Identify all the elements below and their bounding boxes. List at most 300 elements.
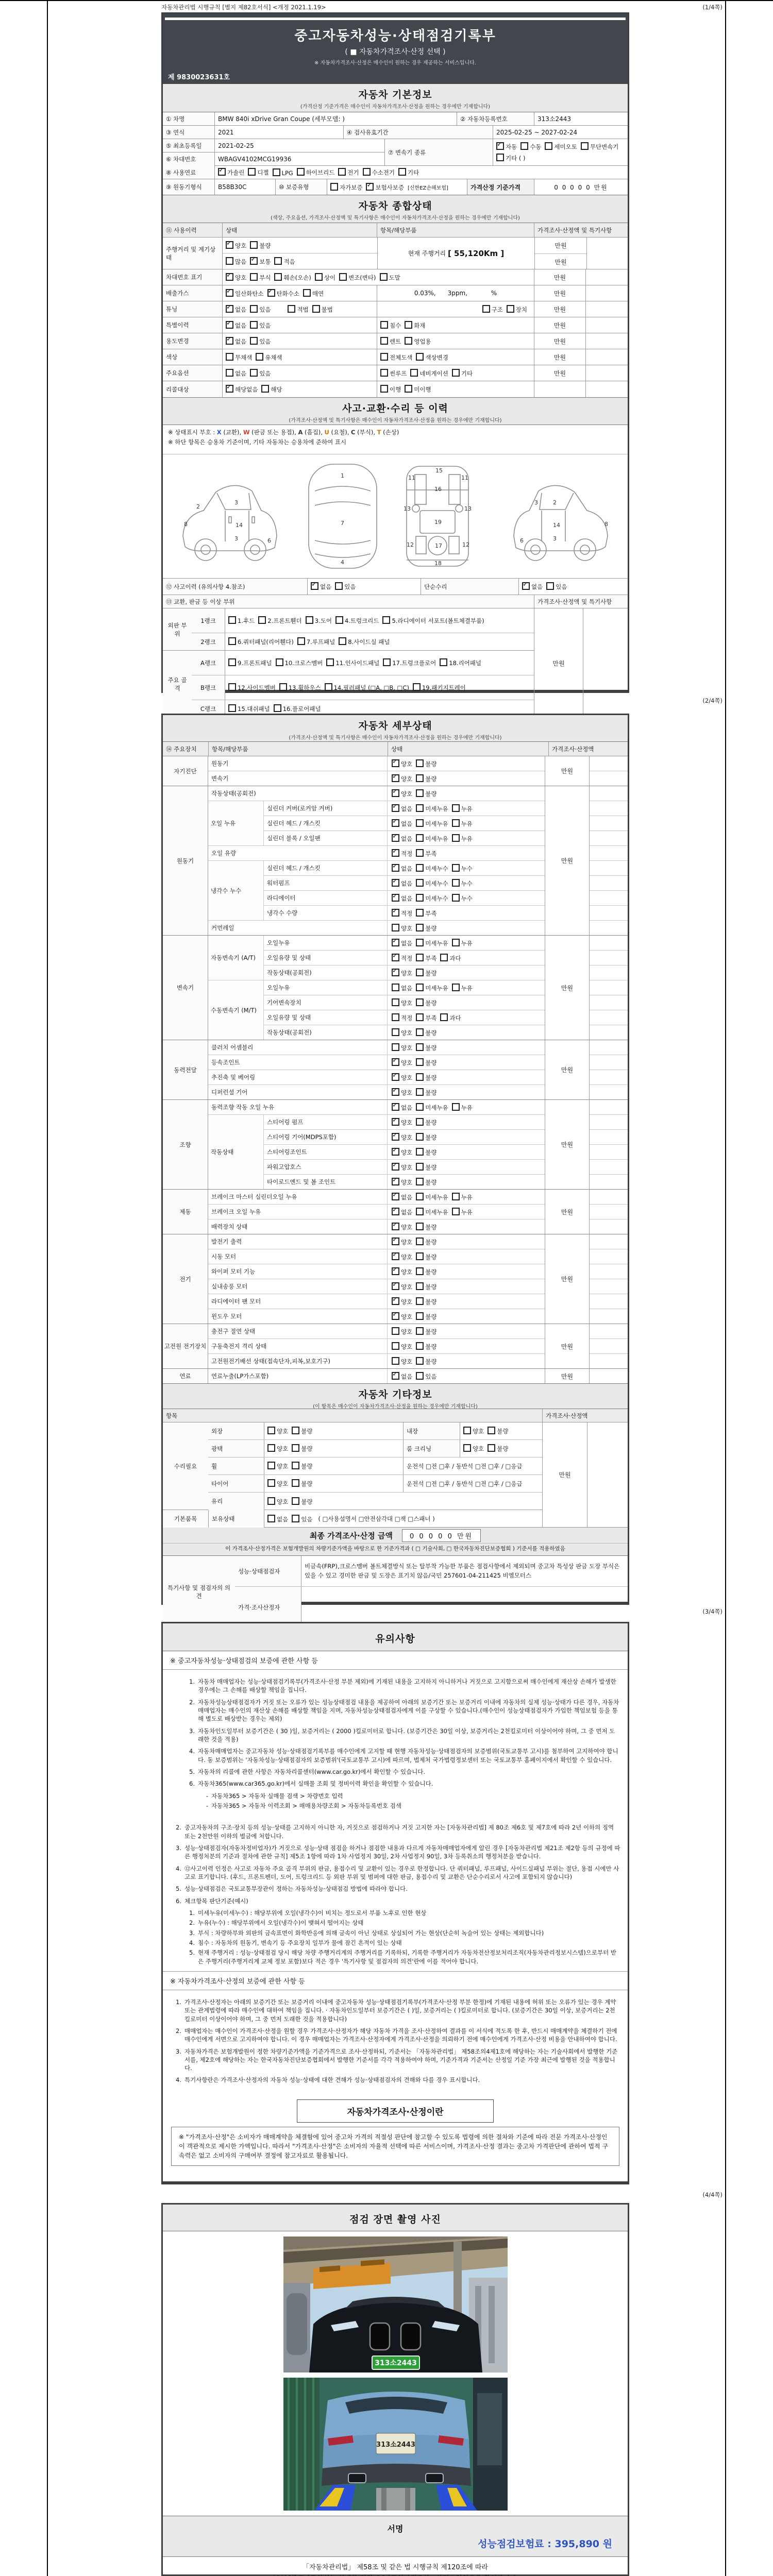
- checkbox[interactable]: [392, 1013, 399, 1021]
- checkbox[interactable]: [392, 998, 399, 1006]
- checkbox[interactable]: [416, 774, 424, 782]
- checkbox-checked[interactable]: [392, 1058, 399, 1066]
- checkbox[interactable]: [416, 1013, 424, 1021]
- checkbox-checked[interactable]: [392, 1148, 399, 1156]
- checkbox[interactable]: [380, 385, 388, 393]
- checkbox[interactable]: [416, 1312, 424, 1320]
- checkbox[interactable]: [338, 168, 346, 176]
- option-label: 일산화탄소: [235, 290, 264, 297]
- option-label: 없음: [401, 820, 413, 827]
- checkbox[interactable]: [452, 1193, 460, 1200]
- checkbox-checked[interactable]: [392, 969, 399, 976]
- basic-items-label: 기본품목: [163, 1510, 208, 1528]
- svg-text:3: 3: [553, 535, 557, 542]
- checkbox[interactable]: [405, 385, 412, 393]
- checkbox-checked[interactable]: [392, 1208, 399, 1215]
- item-state: [388, 831, 545, 845]
- item-state: [388, 1190, 545, 1204]
- checkbox[interactable]: [416, 1058, 424, 1066]
- checkbox-option: [416, 1252, 436, 1261]
- checkbox-checked[interactable]: [392, 789, 399, 797]
- checkbox[interactable]: [380, 369, 388, 377]
- checkbox[interactable]: [452, 819, 460, 827]
- checkbox[interactable]: [416, 1282, 424, 1290]
- checkbox[interactable]: [256, 353, 263, 361]
- checkbox[interactable]: [315, 273, 323, 281]
- option-label: 불량: [301, 1428, 313, 1435]
- option-label: 불량: [425, 924, 437, 932]
- checkbox-checked[interactable]: [226, 321, 233, 329]
- checkbox-checked[interactable]: [392, 1312, 399, 1320]
- page-marker-2: (2/4쪽): [702, 697, 722, 704]
- basic-items-group: [163, 1510, 542, 1528]
- checkbox[interactable]: [416, 894, 424, 902]
- accident-history-row: [163, 579, 628, 595]
- checkbox[interactable]: [226, 257, 233, 265]
- checkbox[interactable]: [297, 637, 305, 645]
- checkbox[interactable]: [416, 1118, 424, 1126]
- checkbox[interactable]: [410, 369, 418, 377]
- checkbox-checked[interactable]: [392, 1193, 399, 1200]
- option-label: 양호: [473, 1428, 484, 1435]
- checkbox[interactable]: [267, 1462, 275, 1469]
- checkbox-checked[interactable]: [392, 939, 399, 946]
- checkbox-checked[interactable]: [392, 1133, 399, 1141]
- checkbox-option: [546, 582, 567, 591]
- checkbox-checked[interactable]: [392, 894, 399, 902]
- option-label: 불량: [425, 775, 437, 783]
- accident-subtitle: (가격조사·산정액 및 특기사항은 매수인이 자동차가격조사·산정을 원하는 경우에만 기재합니다): [289, 418, 502, 423]
- checkbox-checked[interactable]: [250, 257, 258, 265]
- option-label: 미세누유: [425, 805, 448, 812]
- checkbox-checked[interactable]: [392, 1252, 399, 1260]
- checkbox[interactable]: [452, 834, 460, 842]
- checkbox[interactable]: [330, 183, 338, 191]
- checkbox-option: [250, 321, 271, 330]
- checkbox-checked[interactable]: [392, 774, 399, 782]
- option-label: 양호: [401, 1089, 413, 1096]
- checkbox[interactable]: [416, 1252, 424, 1260]
- checkbox-checked[interactable]: [392, 1267, 399, 1275]
- checkbox-checked[interactable]: [392, 909, 399, 917]
- checkbox-option: [267, 1427, 288, 1435]
- checkbox[interactable]: [303, 289, 311, 297]
- option-label: 10.크로스멤버: [284, 659, 323, 667]
- row-exterior-interior: [208, 1422, 542, 1440]
- svg-text:8: 8: [604, 521, 608, 528]
- first-reg-value: 2021-02-25: [214, 139, 384, 152]
- subgroup-label: 냉각수 누수: [208, 861, 264, 920]
- option-label: 가솔린: [227, 169, 245, 176]
- price-cell: 만원: [545, 786, 589, 935]
- checkbox[interactable]: [250, 337, 258, 345]
- main-option-label: 주요옵션: [163, 365, 222, 381]
- checkbox[interactable]: [392, 1357, 399, 1365]
- checkbox[interactable]: [452, 1208, 460, 1215]
- checkbox[interactable]: [392, 924, 399, 931]
- checkbox[interactable]: [545, 142, 552, 150]
- checkbox[interactable]: [452, 369, 460, 377]
- checkbox-checked[interactable]: [392, 834, 399, 842]
- option-label: 양호: [277, 1480, 289, 1487]
- checkbox[interactable]: [416, 924, 424, 931]
- checkbox[interactable]: [416, 1208, 424, 1215]
- checkbox[interactable]: [258, 616, 266, 624]
- checkbox[interactable]: [416, 1178, 424, 1185]
- checkbox-option: [297, 168, 335, 177]
- rankA-label: A랭크: [192, 651, 225, 675]
- checkbox[interactable]: [440, 954, 448, 961]
- detail-row: [208, 1249, 545, 1264]
- detail-row: [264, 950, 545, 965]
- checkbox[interactable]: [416, 1193, 424, 1200]
- detail-row: [264, 1115, 545, 1129]
- row-engine-warranty: [163, 179, 628, 195]
- remark-row: [590, 756, 628, 771]
- checkbox[interactable]: [250, 305, 258, 313]
- checkbox-option: [452, 804, 473, 813]
- checkbox-checked[interactable]: [392, 1088, 399, 1096]
- checkbox[interactable]: [380, 353, 388, 361]
- checkbox[interactable]: [267, 1479, 275, 1487]
- checkbox[interactable]: [279, 683, 287, 691]
- checkbox-checked[interactable]: [226, 273, 233, 281]
- checkbox[interactable]: [416, 1267, 424, 1275]
- checkbox-option: [392, 1372, 412, 1381]
- checkbox[interactable]: [581, 142, 589, 150]
- checkbox[interactable]: [363, 168, 371, 176]
- checkbox[interactable]: [392, 1342, 399, 1350]
- checkbox[interactable]: [416, 759, 424, 767]
- checkbox-option: [267, 1497, 288, 1506]
- option-label: 미세누수: [425, 879, 448, 887]
- checkbox-checked[interactable]: [496, 142, 504, 150]
- checkbox[interactable]: [416, 1372, 424, 1380]
- checkbox[interactable]: [416, 804, 424, 812]
- checkbox[interactable]: [292, 1462, 299, 1469]
- checkbox[interactable]: [416, 1088, 424, 1096]
- checkbox[interactable]: [416, 1223, 424, 1230]
- checkbox[interactable]: [292, 1515, 299, 1522]
- checkbox[interactable]: [276, 658, 283, 666]
- checkbox[interactable]: [416, 1133, 424, 1141]
- notice-number: 4.: [189, 1748, 195, 1755]
- checkbox[interactable]: [416, 1148, 424, 1156]
- checkbox[interactable]: [392, 984, 399, 991]
- checkbox-checked[interactable]: [392, 1372, 399, 1380]
- checkbox-option: [226, 369, 246, 378]
- checkbox[interactable]: [452, 939, 460, 946]
- remark-row: [590, 1338, 628, 1353]
- detail-header: [163, 715, 628, 742]
- checkbox[interactable]: [488, 1427, 495, 1434]
- simple-repair-options: [518, 579, 628, 595]
- checkbox[interactable]: [416, 1028, 424, 1036]
- checkbox-checked[interactable]: [522, 582, 530, 590]
- checkbox-option: [273, 168, 293, 177]
- checkbox[interactable]: [250, 241, 258, 249]
- checkbox[interactable]: [440, 1013, 448, 1021]
- checkbox-checked[interactable]: [218, 168, 226, 176]
- checkbox[interactable]: [452, 864, 460, 872]
- special-price: 만원: [534, 317, 585, 333]
- checkbox[interactable]: [297, 168, 305, 176]
- checkbox[interactable]: [416, 1238, 424, 1245]
- checkbox[interactable]: [452, 804, 460, 812]
- checkbox[interactable]: [416, 984, 424, 991]
- checkbox-checked[interactable]: [226, 385, 233, 393]
- checkbox-checked[interactable]: [392, 759, 399, 767]
- summary-row-color: [163, 349, 628, 365]
- checkbox-checked[interactable]: [311, 582, 318, 590]
- checkbox[interactable]: [228, 616, 236, 624]
- detail-group: [163, 756, 628, 786]
- checkbox[interactable]: [452, 894, 460, 902]
- checkbox[interactable]: [226, 353, 233, 361]
- checkbox[interactable]: [520, 142, 528, 150]
- checkbox[interactable]: [248, 168, 256, 176]
- checkbox-checked[interactable]: [392, 1297, 399, 1305]
- option-label: 양호: [401, 1163, 413, 1171]
- checkbox-checked[interactable]: [392, 864, 399, 872]
- subgroup-rows: [264, 980, 545, 1040]
- checkbox[interactable]: [416, 1043, 424, 1051]
- usage-label: 용도변경: [163, 333, 222, 349]
- checkbox-option: [416, 1163, 436, 1172]
- checkbox[interactable]: [416, 353, 424, 361]
- checkbox[interactable]: [335, 582, 343, 590]
- checkbox-checked[interactable]: [392, 849, 399, 857]
- remark-row: [590, 1369, 628, 1383]
- checkbox[interactable]: [250, 369, 258, 377]
- checkbox[interactable]: [267, 1497, 275, 1505]
- remark-cell: [589, 1100, 628, 1189]
- legend-letter: U: [324, 429, 329, 436]
- svg-text:2: 2: [196, 503, 200, 510]
- appraiser-label: 가격·조사산정자: [235, 1587, 301, 1628]
- option-label: 불량: [425, 1343, 437, 1350]
- checkbox[interactable]: [312, 305, 320, 313]
- checkbox[interactable]: [267, 1427, 275, 1434]
- item-label: 변속기: [208, 771, 388, 786]
- vin-mark-label: 차대번호 표기: [163, 269, 222, 285]
- checkbox[interactable]: [306, 616, 313, 624]
- checkbox[interactable]: [416, 1073, 424, 1081]
- checkbox[interactable]: [228, 704, 236, 712]
- checkbox[interactable]: [416, 879, 424, 887]
- item-state: [388, 1070, 545, 1084]
- checkbox[interactable]: [546, 582, 554, 590]
- checkbox-checked[interactable]: [392, 954, 399, 961]
- checkbox[interactable]: [452, 879, 460, 887]
- option-label: 없음: [401, 865, 413, 872]
- checkbox[interactable]: [335, 616, 343, 624]
- notice-subitem: [183, 1909, 620, 1917]
- checkbox-checked[interactable]: [392, 1282, 399, 1290]
- checkbox-option: [226, 353, 252, 362]
- checkbox[interactable]: [452, 984, 460, 991]
- checkbox-checked[interactable]: [392, 1238, 399, 1245]
- checkbox[interactable]: [392, 1028, 399, 1036]
- checkbox[interactable]: [416, 969, 424, 976]
- checkbox-option: [311, 582, 331, 591]
- checkbox-checked[interactable]: [267, 289, 275, 297]
- checkbox-checked[interactable]: [392, 1118, 399, 1126]
- checkbox[interactable]: [416, 1327, 424, 1335]
- checkbox-option: [416, 1088, 436, 1097]
- item-state: [388, 1279, 545, 1294]
- checkbox-checked[interactable]: [226, 241, 233, 249]
- checkbox[interactable]: [416, 849, 424, 857]
- checkbox[interactable]: [416, 1357, 424, 1365]
- option-label: 썬루프: [390, 369, 407, 377]
- notice-text: 체크항목 판단기준(예시): [184, 1897, 248, 1905]
- checkbox[interactable]: [416, 1342, 424, 1350]
- checkbox-checked[interactable]: [392, 1073, 399, 1081]
- option-label: 양호: [401, 1328, 413, 1335]
- option-label: 불량: [425, 969, 437, 977]
- option-label: 불량: [425, 1074, 437, 1081]
- checkbox[interactable]: [292, 1444, 299, 1452]
- checkbox[interactable]: [383, 658, 391, 666]
- checkbox[interactable]: [392, 1327, 399, 1335]
- detail-group: [163, 1189, 628, 1234]
- checkbox[interactable]: [416, 1103, 424, 1111]
- checkbox[interactable]: [416, 998, 424, 1006]
- item-state: [388, 1309, 545, 1324]
- checkbox-checked[interactable]: [226, 305, 233, 313]
- checkbox[interactable]: [416, 819, 424, 827]
- checkbox-option: [416, 1342, 436, 1351]
- checkbox[interactable]: [496, 154, 504, 161]
- checkbox-checked[interactable]: [226, 337, 233, 345]
- other-col-item: 항목: [166, 1412, 178, 1419]
- checkbox[interactable]: [416, 939, 424, 946]
- row-polish-cleaning: [208, 1440, 542, 1458]
- checkbox[interactable]: [405, 321, 412, 329]
- option-label: 양호: [277, 1428, 289, 1435]
- checkbox[interactable]: [380, 273, 388, 281]
- mileage-value: [ 55,120Km ]: [447, 248, 505, 258]
- checkbox[interactable]: [250, 273, 258, 281]
- checkbox[interactable]: [413, 683, 421, 691]
- notice-item: [170, 2047, 620, 2073]
- checkbox[interactable]: [339, 273, 347, 281]
- checkbox-checked[interactable]: [392, 804, 399, 812]
- checkbox[interactable]: [288, 305, 295, 313]
- detail-rows: [208, 1040, 545, 1099]
- checkbox[interactable]: [274, 273, 282, 281]
- checkbox[interactable]: [507, 305, 514, 313]
- checkbox[interactable]: [380, 337, 388, 345]
- checkbox-checked[interactable]: [226, 289, 233, 297]
- checkbox[interactable]: [398, 168, 406, 176]
- checkbox-checked[interactable]: [392, 1163, 399, 1171]
- option-label: 양호: [401, 1358, 413, 1365]
- accident-history-options: [307, 579, 421, 595]
- checkbox-option: [440, 1013, 461, 1022]
- item-state: [388, 771, 545, 786]
- checkbox[interactable]: [482, 305, 490, 313]
- checkbox[interactable]: [292, 1427, 299, 1434]
- checkbox-option: [416, 1267, 436, 1276]
- checkbox[interactable]: [416, 909, 424, 917]
- checkbox[interactable]: [267, 1515, 275, 1522]
- checkbox[interactable]: [261, 385, 269, 393]
- checkbox[interactable]: [274, 257, 282, 265]
- checkbox[interactable]: [416, 864, 424, 872]
- checkbox[interactable]: [452, 1103, 460, 1111]
- checkbox[interactable]: [339, 637, 346, 645]
- checkbox[interactable]: [325, 683, 332, 691]
- checkbox[interactable]: [250, 321, 258, 329]
- checkbox-checked[interactable]: [392, 1223, 399, 1230]
- checkbox[interactable]: [273, 168, 280, 176]
- checkbox[interactable]: [488, 1444, 495, 1452]
- detail-row: [208, 845, 545, 860]
- checkbox[interactable]: [405, 337, 412, 345]
- checkbox-checked[interactable]: [392, 1103, 399, 1111]
- detail-row: [264, 1010, 545, 1025]
- checkbox[interactable]: [274, 704, 281, 712]
- checkbox-option: [380, 385, 401, 394]
- checkbox-option: [392, 759, 412, 768]
- checkbox[interactable]: [380, 321, 388, 329]
- checkbox[interactable]: [292, 1497, 299, 1505]
- checkbox[interactable]: [440, 658, 447, 666]
- option-label: 불량: [301, 1445, 313, 1452]
- checkbox[interactable]: [416, 1297, 424, 1305]
- detail-row: [208, 771, 545, 786]
- detail-row: [208, 1309, 545, 1324]
- checkbox[interactable]: [326, 658, 334, 666]
- checkbox[interactable]: [228, 637, 236, 645]
- notice-item: [183, 1768, 620, 1776]
- checkbox[interactable]: [463, 1427, 471, 1434]
- checkbox[interactable]: [416, 954, 424, 961]
- checkbox[interactable]: [382, 616, 390, 624]
- item-state: [388, 1369, 545, 1383]
- checkbox-option: [452, 864, 473, 873]
- item-label: 추진축 및 베어링: [208, 1070, 388, 1084]
- checkbox[interactable]: [416, 834, 424, 842]
- option-label: 해당없음: [235, 386, 258, 393]
- checkbox[interactable]: [228, 683, 236, 691]
- checkbox[interactable]: [416, 789, 424, 797]
- detail-col-price: 가격조사·산정액: [548, 742, 628, 756]
- checkbox[interactable]: [226, 369, 233, 377]
- checkbox-option: [392, 1312, 412, 1321]
- checkbox-checked[interactable]: [392, 1178, 399, 1185]
- rank2-row: [192, 633, 534, 650]
- checkbox-checked[interactable]: [392, 879, 399, 887]
- checkbox[interactable]: [416, 1163, 424, 1171]
- detail-row: [264, 861, 545, 875]
- detail-row: [264, 890, 545, 905]
- checkbox-checked[interactable]: [366, 183, 374, 191]
- checkbox-checked[interactable]: [392, 819, 399, 827]
- checkbox[interactable]: [463, 1444, 471, 1452]
- notice-item: [170, 1897, 620, 1905]
- option-label: 누유: [461, 1104, 473, 1111]
- subgroup-rows: [264, 936, 545, 980]
- notice-subitem: [197, 1802, 620, 1810]
- option-label: 누유: [461, 939, 473, 947]
- checkbox[interactable]: [267, 1444, 275, 1452]
- checkbox[interactable]: [392, 1043, 399, 1051]
- checkbox[interactable]: [228, 658, 236, 666]
- checkbox[interactable]: [292, 1479, 299, 1487]
